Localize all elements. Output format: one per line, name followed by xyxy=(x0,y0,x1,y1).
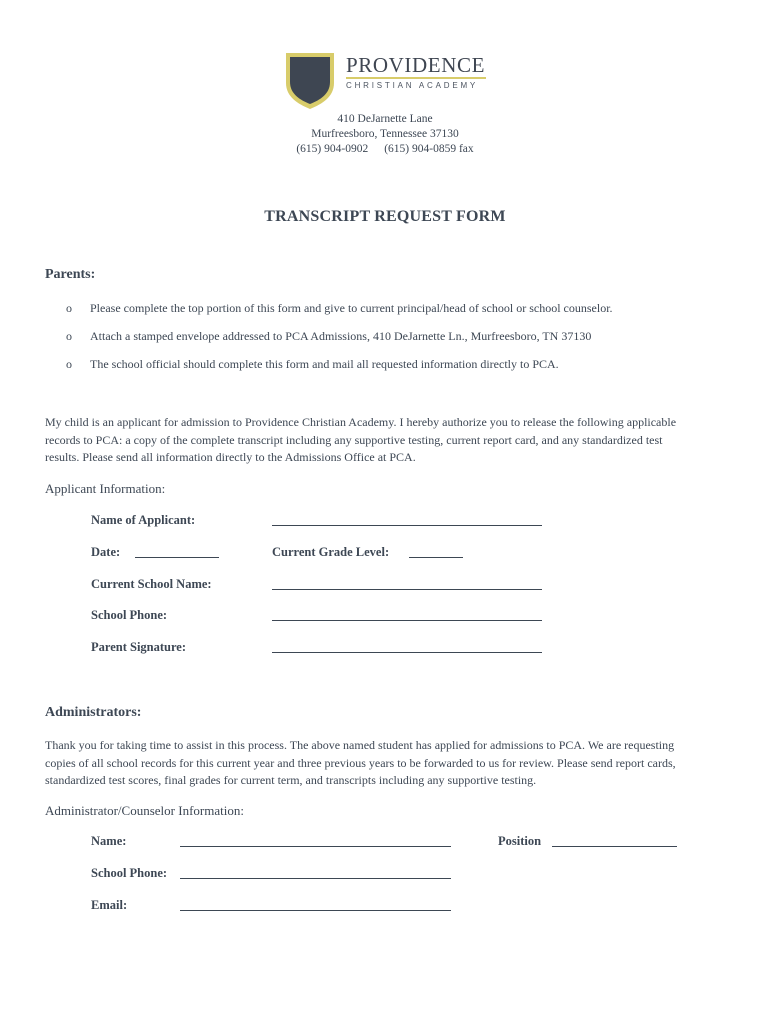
administrators-paragraph xyxy=(45,737,735,790)
position-label: Position xyxy=(498,834,542,848)
administrators-line: standardized test scores, final grades for current term, and transcripts including any supportive testing. xyxy=(45,773,537,787)
phone-number: (615) 904-0902 xyxy=(296,143,369,155)
applicant-name-label: Name of Applicant: xyxy=(91,513,196,527)
authorization-line: results. Please send all information directly to the Admissions Office at PCA. xyxy=(45,450,416,464)
school-phone-label: School Phone: xyxy=(91,608,168,622)
shield-icon xyxy=(284,51,336,111)
admin-school-phone-label: School Phone: xyxy=(91,866,168,880)
parents-instruction-3: The school official should complete this form and mail all requested information directly to PCA. xyxy=(90,357,559,371)
admin-name-field[interactable] xyxy=(180,846,451,847)
bullet-marker: o xyxy=(66,329,72,343)
bullet-marker: o xyxy=(66,301,72,315)
authorization-line: records to PCA: a copy of the complete transcript including any supportive testing, current report card, and any standardized test xyxy=(45,432,663,447)
date-label: Date: xyxy=(91,545,121,559)
fax-number: (615) 904-0859 fax xyxy=(384,143,474,155)
administrators-line: Thank you for taking time to assist in this process. The above named student has applied for admissions to PCA. We are requesting xyxy=(45,738,675,752)
admin-email-field[interactable] xyxy=(180,910,451,911)
admin-name-label: Name: xyxy=(91,834,127,848)
bullet-marker: o xyxy=(66,357,72,371)
date-field[interactable] xyxy=(135,557,219,558)
parents-instruction-1: Please complete the top portion of this form and give to current principal/head of school or school counselor. xyxy=(90,301,613,315)
logo-subtitle: CHRISTIAN ACADEMY xyxy=(346,81,479,90)
address-line-1: 410 DeJarnette Lane xyxy=(337,113,433,125)
address-line-2: Murfreesboro, Tennessee 37130 xyxy=(311,128,459,140)
authorization-paragraph xyxy=(45,414,735,467)
parent-signature-field[interactable] xyxy=(272,652,542,653)
position-field[interactable] xyxy=(552,846,677,847)
admin-email-label: Email: xyxy=(91,898,128,912)
school-phone-field[interactable] xyxy=(272,620,542,621)
logo-name: PROVIDENCE xyxy=(346,53,486,77)
current-school-label: Current School Name: xyxy=(91,577,212,591)
current-school-field[interactable] xyxy=(272,589,542,590)
grade-level-field[interactable] xyxy=(409,557,463,558)
parent-signature-label: Parent Signature: xyxy=(91,640,187,654)
parents-heading: Parents: xyxy=(45,267,96,282)
grade-level-label: Current Grade Level: xyxy=(272,545,390,559)
applicant-name-field[interactable] xyxy=(272,525,542,526)
form-title: TRANSCRIPT REQUEST FORM xyxy=(264,208,506,225)
administrators-line: copies of all school records for this current year and three previous years to be forwarded to us for review. Please send report cards, xyxy=(45,755,676,770)
contact-line xyxy=(0,143,770,155)
authorization-line: My child is an applicant for admission to Providence Christian Academy. I hereby authorize you to release the following applicable xyxy=(45,415,677,429)
admin-school-phone-field[interactable] xyxy=(180,878,451,879)
administrators-heading: Administrators: xyxy=(45,705,142,720)
parents-instruction-2: Attach a stamped envelope addressed to PCA Admissions, 410 DeJarnette Ln., Murfreesboro, TN 37130 xyxy=(90,329,592,343)
applicant-info-heading: Applicant Information: xyxy=(45,481,166,496)
school-logo xyxy=(284,51,490,111)
logo-divider xyxy=(346,77,486,79)
admin-info-heading: Administrator/Counselor Information: xyxy=(45,803,244,818)
